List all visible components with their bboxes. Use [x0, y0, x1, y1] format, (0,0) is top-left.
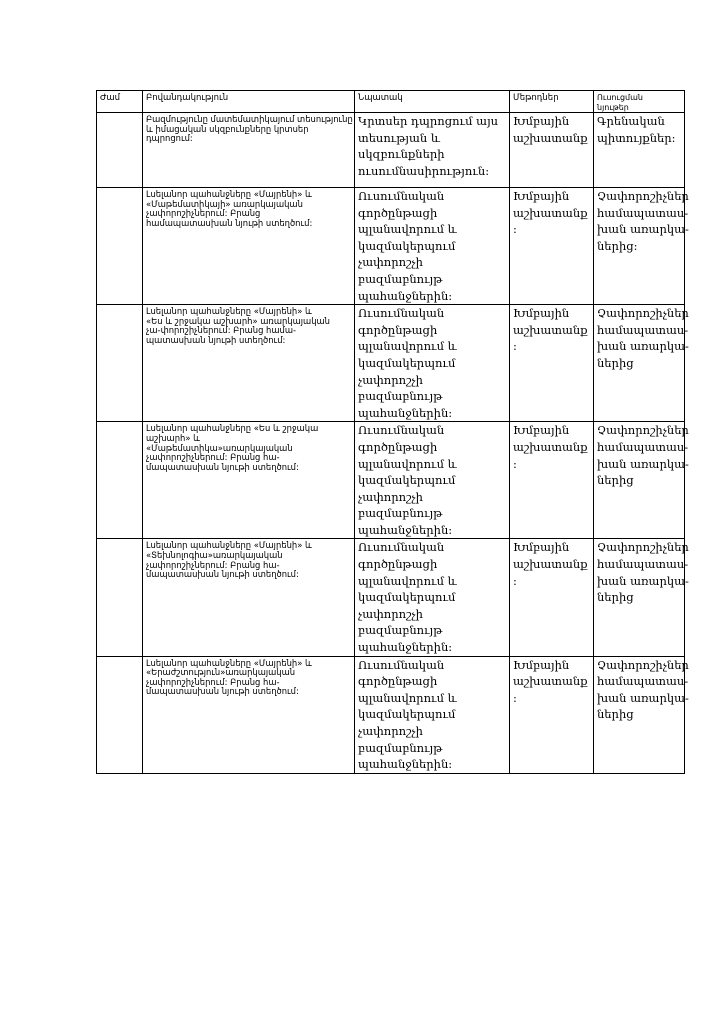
goal-cell-line: պահանջներին:: [358, 522, 453, 537]
goal-cell-line: չափորոշչի: [358, 489, 423, 504]
materials-cell-line: Գրենական: [597, 114, 665, 128]
goal-cell-line: պահանջներին:: [358, 640, 453, 655]
goal-cell-line: բազմաբնույթ: [358, 506, 443, 521]
content-cell-line: չա-փորոշիչներում: Բրանց համա-: [146, 325, 297, 336]
goal-cell: [355, 539, 510, 656]
method-cell-line: :: [513, 573, 517, 588]
goal-cell-line: չափորոշչի: [358, 255, 423, 270]
content-cell: [143, 113, 355, 188]
header-goal: Նպատակ: [355, 91, 510, 113]
content-cell-line: չափորոշիչներում: Բրանց: [146, 208, 261, 219]
method-cell-line: աշխատանք: [513, 557, 588, 572]
goal-cell-line: պահանջներին:: [358, 757, 453, 772]
content-cell: [143, 305, 355, 422]
header-methods: Մեթոդներ: [510, 91, 594, 113]
materials-cell-line: պիտույքներ:: [597, 130, 676, 145]
goal-cell-line: կազմակերպում: [358, 355, 456, 370]
goal-cell-line: Ուսումնական: [358, 540, 445, 555]
method-cell: [510, 188, 594, 305]
goal-cell-line: Ուսումնական: [358, 657, 445, 672]
content-cell-line: «Մաթեմատիկա»առարկայական: [146, 442, 293, 453]
goal-cell-line: չափորոշչի: [358, 724, 423, 738]
materials-cell-line: խան առարկա-: [597, 222, 689, 237]
materials-cell: [594, 113, 685, 188]
hour-cell: [97, 305, 143, 422]
goal-cell-line: պլանավորում և: [358, 222, 457, 237]
content-cell: [143, 656, 355, 773]
materials-cell-line: խան առարկա-: [597, 573, 689, 588]
content-cell-line: «Երաժշտություն»առարկայական: [146, 667, 296, 678]
goal-cell-line: բազմաբնույթ: [358, 271, 443, 286]
materials-cell-line: ներից: [597, 707, 634, 722]
method-cell-line: Խմբային: [513, 114, 570, 128]
header-content: Բովանդակություն: [143, 91, 355, 113]
method-cell-line: :: [513, 690, 517, 705]
table-row: [97, 113, 685, 188]
materials-cell-line: ներից: [597, 473, 634, 488]
hour-cell: [97, 188, 143, 305]
materials-cell-line: համապատաս-: [597, 322, 689, 337]
materials-cell: [594, 188, 689, 305]
method-cell-line: :: [513, 222, 517, 237]
content-cell-line: չափորոշիչներում: Բրանց հա-: [146, 676, 280, 687]
table-row: [97, 422, 685, 539]
table-row: [97, 539, 685, 656]
goal-cell-line: չափորոշչի: [358, 606, 423, 621]
content-cell: [143, 422, 355, 539]
content-cell-line: չափորոշիչներում: Բրանց հա-: [146, 559, 280, 570]
hour-cell: [97, 656, 143, 773]
materials-cell-line: խան առարկա-: [597, 339, 689, 354]
method-cell-line: Խմբային: [513, 540, 570, 555]
materials-cell-line: համապատաս-: [597, 439, 689, 454]
materials-cell: [594, 422, 689, 539]
materials-cell-line: Չափորոշիչներ: [597, 423, 689, 438]
method-cell-line: աշխատանք: [513, 130, 588, 145]
goal-cell-line: Կրտսեր դպրոցում այս: [358, 114, 499, 128]
materials-cell: [594, 305, 689, 422]
goal-cell-line: բազմաբնույթ: [358, 623, 443, 638]
goal-cell: [355, 188, 510, 305]
method-cell-line: աշխատանք: [513, 322, 588, 337]
hour-cell: [97, 539, 143, 656]
goal-cell-line: պլանավորում և: [358, 456, 457, 471]
goal-cell-line: կազմակերպում: [358, 238, 456, 253]
table-row: [97, 305, 685, 422]
materials-cell-line: համապատաս-: [597, 674, 689, 689]
materials-cell-line: համապատաս-: [597, 205, 689, 220]
method-cell-line: Խմբային: [513, 657, 570, 672]
header-hour: Ժամ: [97, 91, 143, 113]
content-cell-line: Լսելանոր պահանջները «Մայրենի» և: [146, 657, 312, 668]
materials-cell-line: Չափորոշիչներ: [597, 657, 689, 672]
table-row: [97, 656, 685, 773]
materials-cell-line: ներից: [597, 355, 634, 370]
table-header-row: [97, 91, 685, 113]
method-cell: [510, 539, 594, 656]
method-cell-line: :: [513, 456, 517, 471]
goal-cell-line: չափորոշչի: [358, 372, 423, 387]
goal-cell: [355, 305, 510, 422]
content-cell-line: Լսելանոր պահանջները «Մայրենի» և: [146, 189, 312, 199]
goal-cell: [355, 113, 510, 188]
goal-cell-line: պլանավորում և: [358, 573, 457, 588]
goal-cell-line: բազմաբնույթ: [358, 389, 443, 404]
content-cell-line: դպրոցում:: [146, 133, 193, 144]
materials-cell-line: խան առարկա-: [597, 456, 689, 471]
method-cell-line: Խմբային: [513, 306, 570, 321]
materials-cell-line: ներից:: [597, 238, 638, 253]
hour-cell: [97, 422, 143, 539]
goal-cell-line: սկզբունքների: [358, 147, 445, 162]
materials-cell-line: համապատաս-: [597, 557, 689, 572]
content-cell-line: պատասխան նյութի ստեղծում:: [146, 334, 286, 345]
method-cell-line: աշխատանք: [513, 674, 588, 689]
materials-cell-line: ներից: [597, 590, 634, 605]
goal-cell-line: գործընթացի: [358, 674, 438, 689]
materials-cell-line: Չափորոշիչներ: [597, 540, 689, 555]
materials-cell-line: խան առարկա-: [597, 690, 689, 705]
goal-cell-line: Ուսումնական: [358, 423, 445, 438]
materials-cell-line: Չափորոշիչներ: [597, 189, 689, 203]
content-cell-line: Լսելանոր պահանջները «Ես և շրջակա: [146, 423, 319, 434]
lesson-plan-table: [96, 90, 689, 774]
content-cell-line: Լսելանոր պահանջները «Մայրենի» և: [146, 540, 312, 551]
method-cell: [510, 305, 594, 422]
content-cell-line: համապատասխան նյութի ստեղծում:: [146, 217, 313, 228]
materials-cell-line: Չափորոշիչներ: [597, 306, 689, 321]
content-cell-line: Լսելանոր պահանջները «Մայրենի» և: [146, 306, 312, 317]
goal-cell-line: Ուսումնական: [358, 189, 445, 203]
table-row: [97, 188, 685, 305]
method-cell-line: Խմբային: [513, 189, 570, 203]
method-cell: [510, 656, 594, 773]
goal-cell-line: գործընթացի: [358, 557, 438, 572]
method-cell: [510, 422, 594, 539]
goal-cell-line: տեսության և: [358, 130, 440, 145]
goal-cell-line: գործընթացի: [358, 439, 438, 454]
goal-cell-line: կազմակերպում: [358, 590, 456, 605]
content-cell-line: Բազմությունը մատեմատիկայում տեսությունը: [146, 114, 353, 124]
goal-cell-line: պլանավորում և: [358, 690, 457, 705]
content-cell-line: չափորոշիչներում: Բրանց հա-: [146, 452, 280, 463]
method-cell-line: :: [513, 339, 517, 354]
content-cell-line: «Տեխնոլոգիա»առարկայական: [146, 550, 283, 561]
method-cell-line: աշխատանք: [513, 439, 588, 454]
content-cell: [143, 188, 355, 305]
goal-cell: [355, 422, 510, 539]
goal-cell-line: պահանջներին:: [358, 405, 453, 420]
materials-cell: [594, 656, 689, 773]
goal-cell-line: պլանավորում և: [358, 339, 457, 354]
goal-cell-line: կազմակերպում: [358, 707, 456, 722]
goal-cell-line: գործընթացի: [358, 322, 438, 337]
content-cell: [143, 539, 355, 656]
content-cell-line: մապատասխան նյութի ստեղծում:: [146, 461, 299, 472]
content-cell-line: «Մաթեմատիկայի» առարկայական: [146, 198, 303, 209]
method-cell-line: աշխատանք: [513, 205, 588, 220]
goal-cell-line: բազմաբնույթ: [358, 740, 443, 755]
content-cell-line: մապատասխան նյութի ստեղծում:: [146, 686, 299, 697]
hour-cell: [97, 113, 143, 188]
content-cell-line: «Ես և շրջակա աշխարհ» առարկայական: [146, 315, 330, 326]
method-cell: [510, 113, 594, 188]
goal-cell-line: ուսումնասիրություն:: [358, 163, 490, 178]
goal-cell-line: գործընթացի: [358, 205, 438, 220]
goal-cell: [355, 656, 510, 773]
header-materials: Ուսուցման նյութեր: [594, 91, 685, 113]
content-cell-line: և իմացական սկզբունքները կրտսեր: [146, 123, 309, 134]
goal-cell-line: կազմակերպում: [358, 473, 456, 488]
goal-cell-line: Ուսումնական: [358, 306, 445, 321]
method-cell-line: Խմբային: [513, 423, 570, 438]
content-cell-line: մապատասխան նյութի ստեղծում:: [146, 569, 299, 580]
materials-cell: [594, 539, 689, 656]
goal-cell-line: պահանջներին:: [358, 288, 453, 303]
content-cell-line: աշխարհ» և: [146, 432, 200, 443]
